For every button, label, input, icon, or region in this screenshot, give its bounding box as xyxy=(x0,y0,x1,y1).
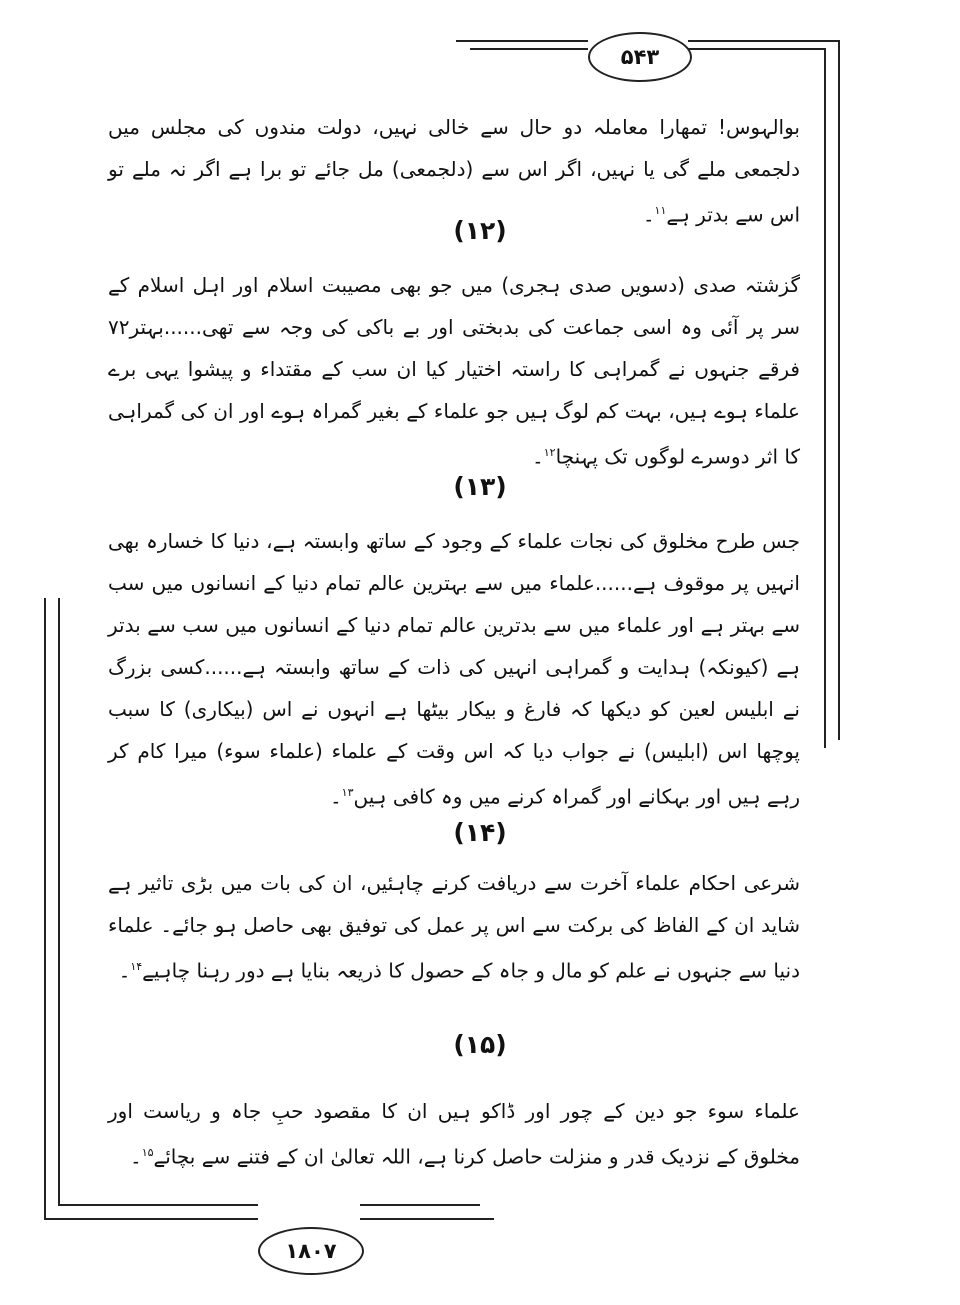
frame-left-line-2 xyxy=(58,598,60,1204)
paragraph-1-text: بوالہوس! تمھارا معاملہ دو حال سے خالی نہیں، دولت مندوں کی مجلس میں دلجمعی ملے گی یا نہیں، اگر اس سے (دلجمعی) مل جائے تو برا ہے اگر نہ ملے تو اس سے بدتر ہے xyxy=(108,115,800,227)
paragraph-1-end: ۔ xyxy=(642,202,655,227)
paragraph-15-text: علماء سوء جو دین کے چور اور ڈاکو ہیں ان کا مقصود حبِ جاہ و ریاست اور مخلوق کے نزدیک قدر و منزلت حاصل کرنا ہے، اللہ تعالیٰ ان کے فتنے سے بچائے xyxy=(108,1099,800,1169)
paragraph-15-end: ۔ xyxy=(129,1144,142,1169)
page-number-bottom xyxy=(258,1227,364,1275)
section-heading-12: (۱۲) xyxy=(453,216,507,245)
frame-bottom-line-3 xyxy=(360,1204,480,1206)
page-number-bottom-text: ۱۸۰۷ xyxy=(285,1239,337,1263)
footnote-ref-15: ۱۵ xyxy=(141,1146,154,1159)
frame-right-line-1 xyxy=(838,40,840,740)
paragraph-12 xyxy=(108,264,800,478)
frame-bottom-line-1 xyxy=(44,1218,258,1220)
paragraph-13 xyxy=(108,520,800,818)
paragraph-12-text: گزشتہ صدی (دسویں صدی ہجری) میں جو بھی مصیبت اسلام اور اہل اسلام کے سر پر آئی وہ اسی جماعت کی بدبختی اور بے باکی کی وجہ سے تھی......بہتر۷۲ فرقے جنہوں نے گمراہی کا راستہ اختیار کیا ان سب کے مقتداء و پیشوا یہی برے علماء ہوے ہیں، بہت کم لوگ ہیں جو علماء کے بغیر گمراہ ہوے اور ان کی گمراہی کا اثر دوسرے لوگوں تک پہنچا xyxy=(108,273,800,469)
paragraph-15 xyxy=(108,1090,800,1178)
paragraph-14-text: شرعی احکام علماء آخرت سے دریافت کرنے چاہئیں، ان کی بات میں بڑی تاثیر ہے شاید ان کے الفاظ کی برکت سے اس پر عمل کی توفیق بھی حاصل ہو جائے۔ علماء دنیا سے جنہوں نے علم کو مال و جاہ کے حصول کا ذریعہ بنایا ہے دور رہنا چاہیے xyxy=(108,871,800,983)
paragraph-14-end: ۔ xyxy=(118,958,131,983)
frame-top-line-1 xyxy=(456,40,588,42)
section-heading-15: (۱۵) xyxy=(453,1030,507,1059)
paragraph-14 xyxy=(108,862,800,992)
footnote-ref-11: ۱۱ xyxy=(654,204,667,217)
frame-top-line-3 xyxy=(688,40,840,42)
paragraph-13-end: ۔ xyxy=(329,784,342,809)
footnote-ref-13: ۱۳ xyxy=(341,786,354,799)
section-heading-14: (۱۴) xyxy=(453,818,507,847)
frame-bottom-line-2 xyxy=(58,1204,258,1206)
paragraph-13-text: جس طرح مخلوق کی نجات علماء کے وجود کے ساتھ وابستہ ہے، دنیا کا خسارہ بھی انہیں پر موقوف ہے......علماء میں سے بہترین عالم تمام دنیا کے انسانوں میں سب سے بہتر ہے اور علماء میں سے بدترین عالم تمام دنیا کے انسانوں میں سب سے بدتر ہے (کیونکہ) ہدایت و گمراہی انہیں کی ذات کے ساتھ وابستہ ہے......کسی بزرگ نے ابلیس لعین کو دیکھا کہ فارغ و بیکار بیٹھا ہے انہوں نے اس (بیکاری) کا سبب پوچھا اس (ابلیس) نے جواب دیا کہ اس وقت کے علماء (علماء سوء) میرا کام کر رہے ہیں اور بہکانے اور گمراہ کرنے میں وہ کافی ہیں xyxy=(108,529,800,809)
footnote-ref-12: ۱۲ xyxy=(543,446,556,459)
footnote-ref-14: ۱۴ xyxy=(130,960,143,973)
frame-right-line-2 xyxy=(824,48,826,748)
section-heading-13: (۱۳) xyxy=(453,472,507,501)
page-number-top-text: ۵۴۳ xyxy=(620,45,660,69)
frame-top-line-2 xyxy=(470,48,588,50)
frame-bottom-line-4 xyxy=(360,1218,494,1220)
page-number-top xyxy=(588,32,692,82)
frame-left-line-1 xyxy=(44,598,46,1218)
frame-top-line-4 xyxy=(688,48,826,50)
paragraph-12-end: ۔ xyxy=(532,444,544,469)
